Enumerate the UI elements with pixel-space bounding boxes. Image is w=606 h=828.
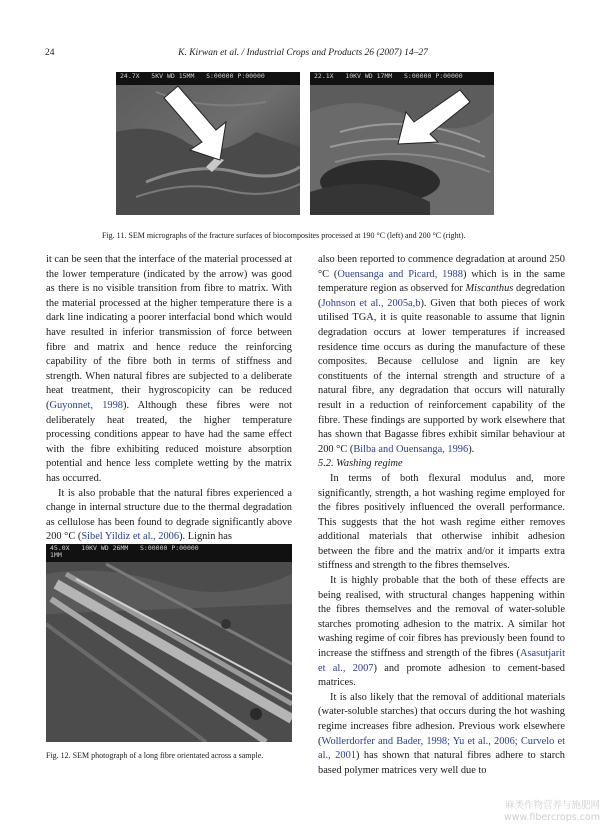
journal-running-title: K. Kirwan et al. / Industrial Crops and Products 26 (2007) 14–27 bbox=[178, 48, 428, 58]
citation-link[interactable]: Ouensanga and Picard, 1988 bbox=[337, 268, 463, 280]
fig12-micrograph bbox=[46, 544, 292, 742]
citation-link[interactable]: Asasutjarit et al., 2007 bbox=[318, 648, 565, 674]
fig12-image bbox=[46, 544, 292, 742]
page-number: 24 bbox=[45, 48, 55, 58]
watermark bbox=[504, 800, 600, 824]
watermark-line2: www.fibercrops.com bbox=[503, 812, 600, 823]
citation-link[interactable]: Sibel Yildiz et al., 2006 bbox=[81, 531, 180, 543]
section-heading: 5.2. Washing regime bbox=[318, 458, 403, 470]
fig11-right-databar: 22.1X 10KV WD 17MM S:00000 P:00000 bbox=[310, 72, 494, 85]
fig11-caption: Fig. 11. SEM micrographs of the fracture surfaces of biocomposites processed at 190 °C (left) and 200 °C (right). bbox=[102, 231, 466, 240]
fig11-left-databar: 24.7X 5KV WD 15MM S:00000 P:00000 bbox=[116, 72, 300, 85]
paragraph: also been reported to commence degradation at around 250 °C (Ouensanga and Picard, 1988) which is in the same temperature region as observed for Miscanthus degredation (Johnson et al., 2005a,b). Given that both pieces of work utilised TGA, it is quite reasonable to assume that lignin degradation occurs at lower temperatures if increased residence time occurs as during the manufacture of these composites. Because cellulose and lignin are key constituents of the internal strength and structure of a natural fibre, any degradation that occurs will naturally result in a reduction of reinforcement capability of the fibre. These findings are supported by work elsewhere that has shown that Bagasse fibres exhibit similar behaviour at 200 °C (Bilba and Ouensanga, 1996). bbox=[318, 254, 566, 455]
citation-link[interactable]: Guyonnet, 1998 bbox=[49, 399, 123, 411]
fig11-left-micrograph bbox=[116, 72, 300, 215]
citation-link[interactable]: Johnson et al., 2005a,b bbox=[321, 297, 421, 309]
left-column bbox=[46, 253, 292, 545]
page-header bbox=[0, 48, 606, 62]
fig12-databar: 45.0X 10KV WD 26MM S:00000 P:00000 1MM bbox=[46, 544, 292, 562]
paragraph: it can be seen that the interface of the material processed at the lower temperature (indicated by the arrow) was good as there is no visible transition from fibre to matrix. With the material processed at the higher temperature there is a dark line indicating a poorer interfacial bond which would have resulted in inferior transmission of force between fibre and matrix and hence reduce the reinforcing capability of the fibre both in terms of stiffness and strength. When natural fibres are subjected to a deliberate heat treatment, their hygroscopicity can be reduced (Guyonnet, 1998). Although these fibres were not deliberately heat treated, the higher temperature processing conditions appear to have had the same effect with the fibre exhibiting reduced moisture absorption potential and hence less complete wetting by the matrix has occurred. bbox=[46, 254, 292, 484]
paragraph: It is also likely that the removal of additional materials (water-soluble starches) that occurs during the hot washing regime increases fibre adhesion. Previous work elsewhere (Wollerdorfer and Bader, 1998; Yu et al., 2006; Curvelo et al., 2001) has shown that natural fibres adhere to starch based polymer matrices very well due to bbox=[318, 691, 565, 776]
right-column bbox=[318, 253, 565, 778]
fig12-caption: Fig. 12. SEM photograph of a long fibre orientated across a sample. bbox=[46, 751, 264, 760]
fig11-right-image bbox=[310, 72, 494, 215]
fig11-left-image bbox=[116, 72, 300, 215]
citation-link[interactable]: Bilba and Ouensanga, 1996 bbox=[353, 443, 469, 455]
paragraph: In terms of both flexural modulus and, more significantly, strength, a hot washing regime employed for the fibres positively influenced the overall performance. This suggests that the hot wash regime either removes additional materials that otherwise inhibit adhesion between the fibre and the matrix and/or it imparts extra stiffness and strength to the fibres themselves. bbox=[318, 472, 565, 572]
watermark-line1: 麻类作物营养与施肥网 bbox=[504, 800, 600, 811]
fig11-right-micrograph bbox=[310, 72, 494, 215]
paragraph: It is highly probable that the both of these effects are being realised, with structural changes happening within the fibres themselves and the removal of water-soluble starches promoting adhesion to the matrix. A similar hot washing regime of coir fibres has previously been found to increase the stiffness and strength of the fibres (Asasutjarit et al., 2007) and promote adhesion to cement-based matrices. bbox=[318, 575, 566, 689]
paragraph: It is also probable that the natural fibres experienced a change in internal structure due to the thermal degradation as cellulose has been found to degrade significantly above 200 °C (Sibel Yildiz et al., 2006). Lignin has bbox=[46, 487, 292, 543]
citation-link[interactable]: Wollerdorfer and Bader, 1998; Yu et al., 2006; Curvelo et al., 2001 bbox=[318, 735, 565, 762]
